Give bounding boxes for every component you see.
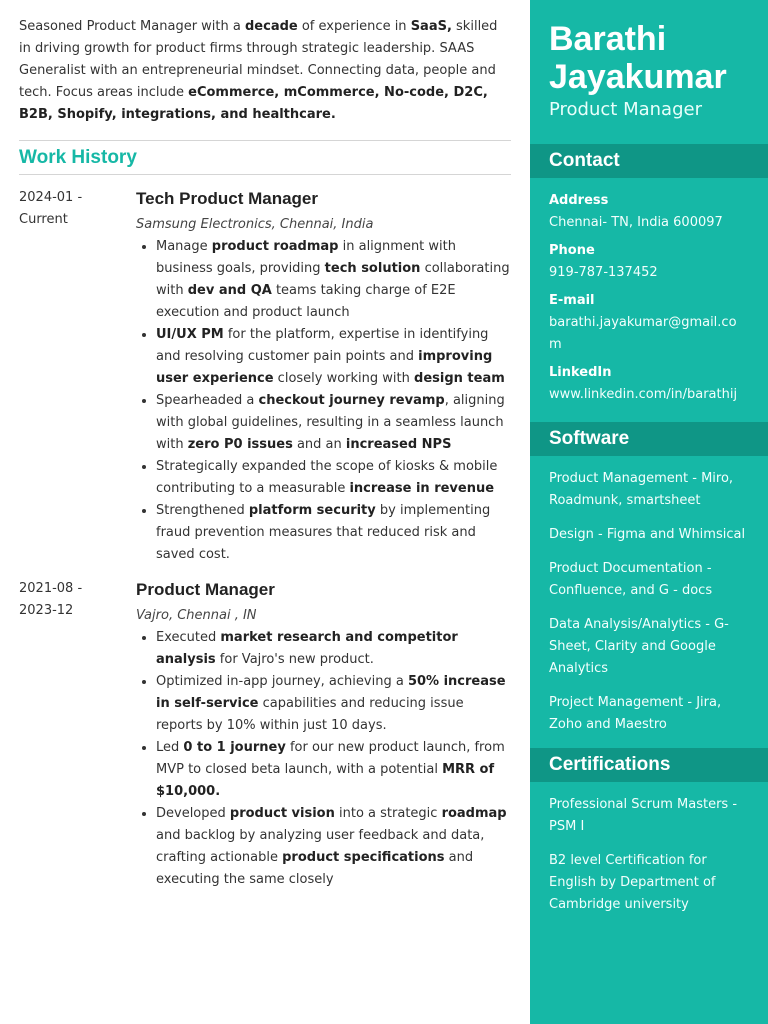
software-item: Design - Figma and Whimsical xyxy=(549,527,746,542)
software-item: Data Analysis/Analytics - G-Sheet, Clarity and Google Analytics xyxy=(549,617,729,676)
job-bullet xyxy=(156,324,511,390)
main-column xyxy=(19,16,511,891)
bullet-bold: product vision xyxy=(229,806,335,821)
contact-value: www.linkedin.com/in/barathij xyxy=(549,387,738,402)
bullet-text: by implementing fraud prevention measures that reduced risk and saved cost. xyxy=(156,503,491,562)
bullet-text: teams taking charge of E2E execution and product launch xyxy=(156,283,456,320)
job-company: Vajro, Chennai , IN xyxy=(136,608,257,623)
job-company: Samsung Electronics, Chennai, India xyxy=(136,217,374,232)
bullet-bold: UI/UX PM xyxy=(156,327,224,342)
bullet-bold: design team xyxy=(414,371,505,386)
software-item: Product Management - Miro, Roadmunk, smartsheet xyxy=(549,471,734,508)
bullet-bold: dev and QA xyxy=(187,283,272,298)
contact-value: Chennai- TN, India 600097 xyxy=(549,215,723,230)
software-item: Product Documentation - Confluence, and G - docs xyxy=(549,561,713,598)
bullet-text: Spearheaded a xyxy=(156,393,259,408)
bullet-bold: zero P0 issues xyxy=(187,437,293,452)
job-bullet xyxy=(156,737,511,803)
bullet-bold: product roadmap xyxy=(211,239,339,254)
job-date-line: Current xyxy=(19,212,68,227)
job-body xyxy=(136,578,511,891)
bullet-text: and an xyxy=(292,437,346,452)
job-entry xyxy=(19,187,511,566)
job-title: Tech Product Manager xyxy=(136,189,318,208)
job-bullet xyxy=(156,390,511,456)
summary-text: skilled in driving growth for product firms through strategic leadership. SAAS Generalist with an entrepreneurial mindset. Connecting data, people and tech. Focus areas include xyxy=(19,19,498,100)
job-bullet xyxy=(156,500,511,566)
bullet-bold: MRR of $10,000. xyxy=(156,762,495,799)
certification-item: Professional Scrum Masters - PSM I xyxy=(549,797,738,834)
job-bullet xyxy=(156,803,511,891)
bullet-bold: checkout journey revamp xyxy=(258,393,445,408)
bullet-text: Strategically expanded the scope of kiosks & mobile contributing to a measurable xyxy=(156,459,498,496)
work-history-heading: Work History xyxy=(19,140,511,175)
bullet-bold: increase in revenue xyxy=(349,481,495,496)
bullet-bold: tech solution xyxy=(324,261,421,276)
bullet-text: for our new product launch, from MVP to closed beta launch, with a potential xyxy=(156,740,505,777)
certification-list xyxy=(530,782,768,916)
job-bullet xyxy=(156,236,511,324)
bullet-text: , aligning with global guidelines, resulting in a seamless launch with xyxy=(156,393,505,452)
contact-value: barathi.jayakumar@gmail.com xyxy=(549,315,737,352)
bullet-text: Led xyxy=(156,740,184,755)
job-date-line: 2021-08 - xyxy=(19,581,83,596)
bullet-text: for the platform, expertise in identifying and resolving customer pain points and xyxy=(156,327,489,364)
contact-label: LinkedIn xyxy=(549,365,612,380)
summary-text: Seasoned Product Manager with a xyxy=(19,19,245,34)
contact-label: Address xyxy=(549,193,609,208)
summary-bold: decade xyxy=(244,19,298,34)
bullet-text: and executing the same closely xyxy=(156,850,474,887)
summary-bold: eCommerce, mCommerce, No-code, D2C, B2B, Shopify, integrations, and healthcare. xyxy=(19,85,488,122)
contact-heading: Contact xyxy=(530,144,768,178)
bullet-text: Strengthened xyxy=(156,503,249,518)
contact-list xyxy=(530,178,768,406)
bullet-bold: market research and competitor analysis xyxy=(156,630,458,667)
bullet-text: into a strategic xyxy=(334,806,442,821)
bullet-bold: product specifications xyxy=(282,850,445,865)
bullet-bold: roadmap xyxy=(441,806,507,821)
job-list xyxy=(19,187,511,891)
job-date xyxy=(19,578,129,622)
contact-value: 919-787-137452 xyxy=(549,265,658,280)
job-title: Product Manager xyxy=(136,580,275,599)
job-date xyxy=(19,187,129,231)
job-date-line: 2024-01 - xyxy=(19,190,83,205)
software-item: Project Management - Jira, Zoho and Maestro xyxy=(549,695,722,732)
bullet-bold: improving user experience xyxy=(156,349,493,386)
certifications-heading: Certifications xyxy=(530,748,768,782)
bullet-text: Developed xyxy=(156,806,230,821)
bullet-text: Optimized in-app journey, achieving a xyxy=(156,674,408,689)
job-bullet xyxy=(156,627,511,671)
software-heading: Software xyxy=(530,422,768,456)
software-list xyxy=(530,456,768,736)
job-bullet xyxy=(156,456,511,500)
job-date-line: 2023-12 xyxy=(19,603,74,618)
job-body xyxy=(136,187,511,566)
summary-text: of experience in xyxy=(297,19,411,34)
certification-item: B2 level Certification for English by Department of Cambridge university xyxy=(549,853,716,912)
sidebar xyxy=(530,0,768,1024)
bullet-text: closely working with xyxy=(273,371,415,386)
summary-bold: SaaS, xyxy=(410,19,452,34)
bullet-text: Executed xyxy=(156,630,221,645)
bullet-text: for Vajro's new product. xyxy=(215,652,374,667)
bullet-text: and backlog by analyzing user feedback and data, crafting actionable xyxy=(156,828,485,865)
contact-label: Phone xyxy=(549,243,595,258)
bullet-bold: platform security xyxy=(248,503,376,518)
bullet-text: capabilities and reducing issue reports by 10% within just 10 days. xyxy=(156,696,464,733)
bullet-bold: 0 to 1 journey xyxy=(183,740,286,755)
job-bullet xyxy=(156,671,511,737)
bullet-bold: 50% increase in self-service xyxy=(156,674,506,711)
job-bullets xyxy=(136,627,511,891)
candidate-role: Product Manager xyxy=(549,99,702,120)
candidate-name: Barathi Jayakumar xyxy=(549,20,727,96)
job-bullets xyxy=(136,236,511,566)
bullet-text: collaborating with xyxy=(156,261,510,298)
profile-summary xyxy=(19,16,511,126)
job-entry xyxy=(19,578,511,891)
bullet-text: in alignment with business goals, providing xyxy=(156,239,456,276)
contact-label: E-mail xyxy=(549,293,595,308)
bullet-text: Manage xyxy=(156,239,212,254)
bullet-bold: increased NPS xyxy=(345,437,452,452)
